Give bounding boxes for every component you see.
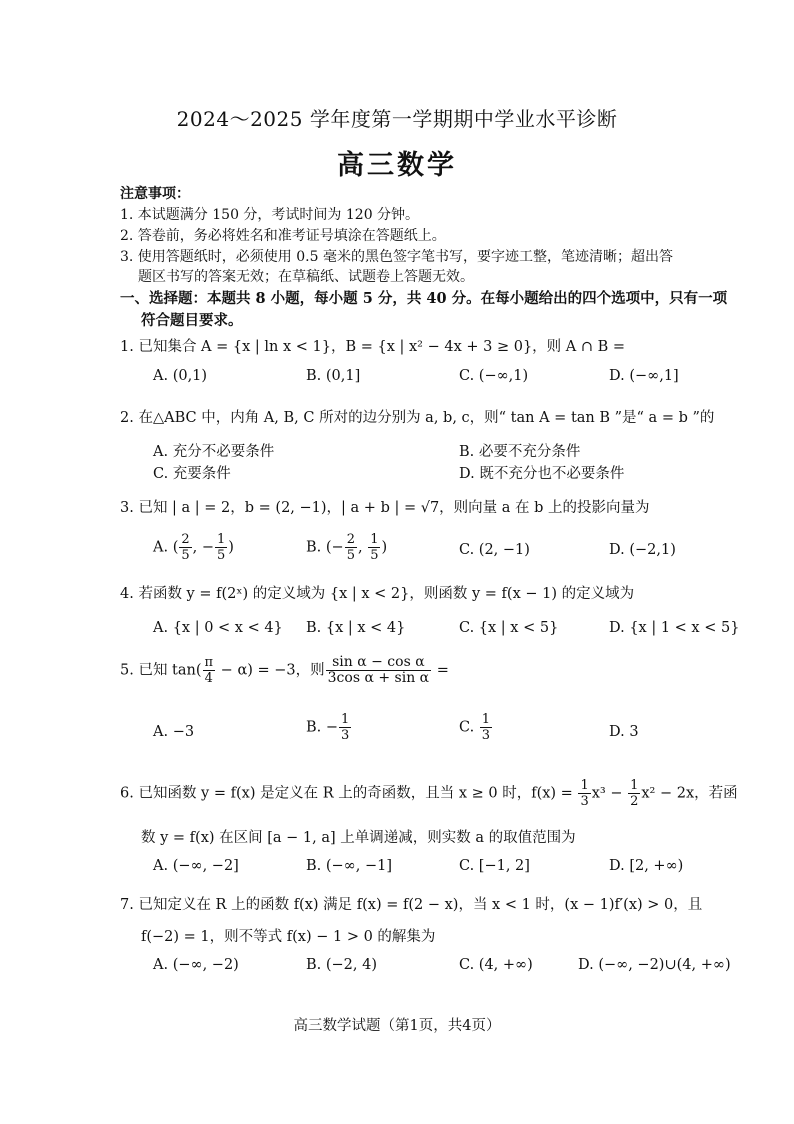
question-5-stem: 5. 已知 tan( $\frac{\pi}{4}$ − α) = −3，则 $\frac{\text{sin α − cos α}}{\text{3cos α + sin α}}$ = (120, 654, 449, 686)
section-heading-cont: 符合题目要求。 (141, 312, 243, 329)
q3-a-prefix: A. ( (153, 539, 179, 556)
note-item: 1. 本试题满分 150 分，考试时间为 120 分钟。 (120, 207, 420, 223)
q7-option-d: D. (−∞, −2)∪(4, +∞) (578, 957, 731, 973)
note-item: 题区书写的答案无效；在草稿纸、试题卷上答题无效。 (138, 269, 474, 285)
q5-option-c: C. $\frac{1}{3}$ (459, 712, 491, 743)
q5-option-a: A. −3 (153, 724, 195, 740)
question-3-stem: 3. 已知 | a | = 2，b = (2, −1)，| a + b | = √7，则向量 a 在 b 上的投影向量为 (120, 500, 650, 516)
q7-option-b: B. (−2, 4) (306, 957, 378, 973)
question-6-stem-cont: 数 y = f(x) 在区间 [a − 1, a] 上单调递减，则实数 a 的取值范围为 (141, 830, 576, 846)
q5-option-b: B. − $\frac{1}{3}$ (306, 712, 350, 743)
q7-option-c: C. (4, +∞) (459, 957, 533, 973)
exam-title: 2024～2025 学年度第一学期期中学业水平诊断 (176, 107, 618, 131)
question-7-stem: 7. 已知定义在 R 上的函数 f(x) 满足 f(x) = f(2 − x)，当 x < 1 时，(x − 1)f′(x) > 0，且 (120, 897, 703, 913)
q1-option-a: A. (0,1) (153, 368, 208, 384)
q3-option-b: B. (− $\frac{2}{5}$ , $\frac{1}{5}$ ) (306, 532, 388, 563)
fraction: $\frac{1}{3}$ (341, 712, 350, 743)
q3-option-a: A. ( $\frac{2}{5}$ , − $\frac{1}{5}$ ) (153, 532, 234, 563)
q6-option-b: B. (−∞, −1] (306, 858, 393, 874)
q1-option-d: D. (−∞,1] (609, 368, 679, 384)
q2-option-a: A. 充分不必要条件 (153, 444, 275, 460)
q1-option-b: B. (0,1] (306, 368, 361, 384)
q2-option-d: D. 既不充分也不必要条件 (459, 466, 625, 482)
notes-title: 注意事项： (120, 186, 190, 202)
q4-option-a: A. {x | 0 < x < 4} (153, 620, 283, 636)
q6-option-a: A. (−∞, −2] (153, 858, 239, 874)
fraction: $\frac{2}{5}$ (181, 532, 190, 563)
question-7-stem-cont: f(−2) = 1，则不等式 f(x) − 1 > 0 的解集为 (141, 929, 436, 945)
fraction: $\frac{1}{2}$ (630, 778, 639, 809)
q7-option-a: A. (−∞, −2) (153, 957, 239, 973)
fraction: $\frac{\pi}{4}$ (204, 655, 214, 686)
q6-option-d: D. [2, +∞) (609, 858, 684, 874)
q4-option-c: C. {x | x < 5} (459, 620, 559, 636)
question-4-stem: 4. 若函数 y = f(2ˣ) 的定义域为 {x | x < 2}，则函数 y = f(x − 1) 的定义域为 (120, 586, 635, 602)
fraction: $\frac{1}{3}$ (481, 712, 491, 743)
note-item: 3. 使用答题纸时，必须使用 0.5 毫米的黑色签字笔书写，要字迹工整，笔迹清晰；超出答 (120, 249, 673, 265)
q3-option-c: C. (2, −1) (459, 542, 530, 558)
page-footer: 高三数学试题（第1页，共4页） (293, 1018, 501, 1034)
subject-title: 高三数学 (337, 150, 457, 181)
q4-option-b: B. {x | x < 4} (306, 620, 406, 636)
fraction: $\frac{\text{sin α − cos α}}{\text{3cos α + sin α}}$ (327, 654, 430, 686)
q5-option-d: D. 3 (609, 724, 639, 740)
note-item: 2. 答卷前，务必将姓名和准考证号填涂在答题纸上。 (120, 228, 446, 244)
question-2-stem: 2. 在△ABC 中，内角 A, B, C 所对的边分别为 a, b, c，则“ tan A = tan B ”是“ a = b ”的 (120, 410, 715, 426)
question-6-stem: 6. 已知函数 y = f(x) 是定义在 R 上的奇函数，且当 x ≥ 0 时，f(x) = $\frac{1}{3}$ x³ − $\frac{1}{2}$ x² − 2x，若函 (120, 778, 738, 809)
q3-option-d: D. (−2,1) (609, 542, 676, 558)
fraction: $\frac{2}{5}$ (346, 532, 355, 563)
q1-option-c: C. (−∞,1) (459, 368, 529, 384)
question-1-stem: 1. 已知集合 A = {x | ln x < 1}，B = {x | x² − 4x + 3 ≥ 0}，则 A ∩ B = (120, 339, 626, 355)
q6-option-c: C. [−1, 2] (459, 858, 530, 874)
fraction: $\frac{1}{5}$ (370, 532, 379, 563)
section-heading: 一、选择题：本题共 8 小题，每小题 5 分，共 40 分。在每小题给出的四个选项中，只有一项 (120, 290, 728, 307)
q2-option-c: C. 充要条件 (153, 466, 231, 482)
fraction: $\frac{1}{3}$ (580, 778, 589, 809)
q2-option-b: B. 必要不充分条件 (459, 444, 581, 460)
fraction: $\frac{1}{5}$ (217, 532, 226, 563)
q4-option-d: D. {x | 1 < x < 5} (609, 620, 740, 636)
